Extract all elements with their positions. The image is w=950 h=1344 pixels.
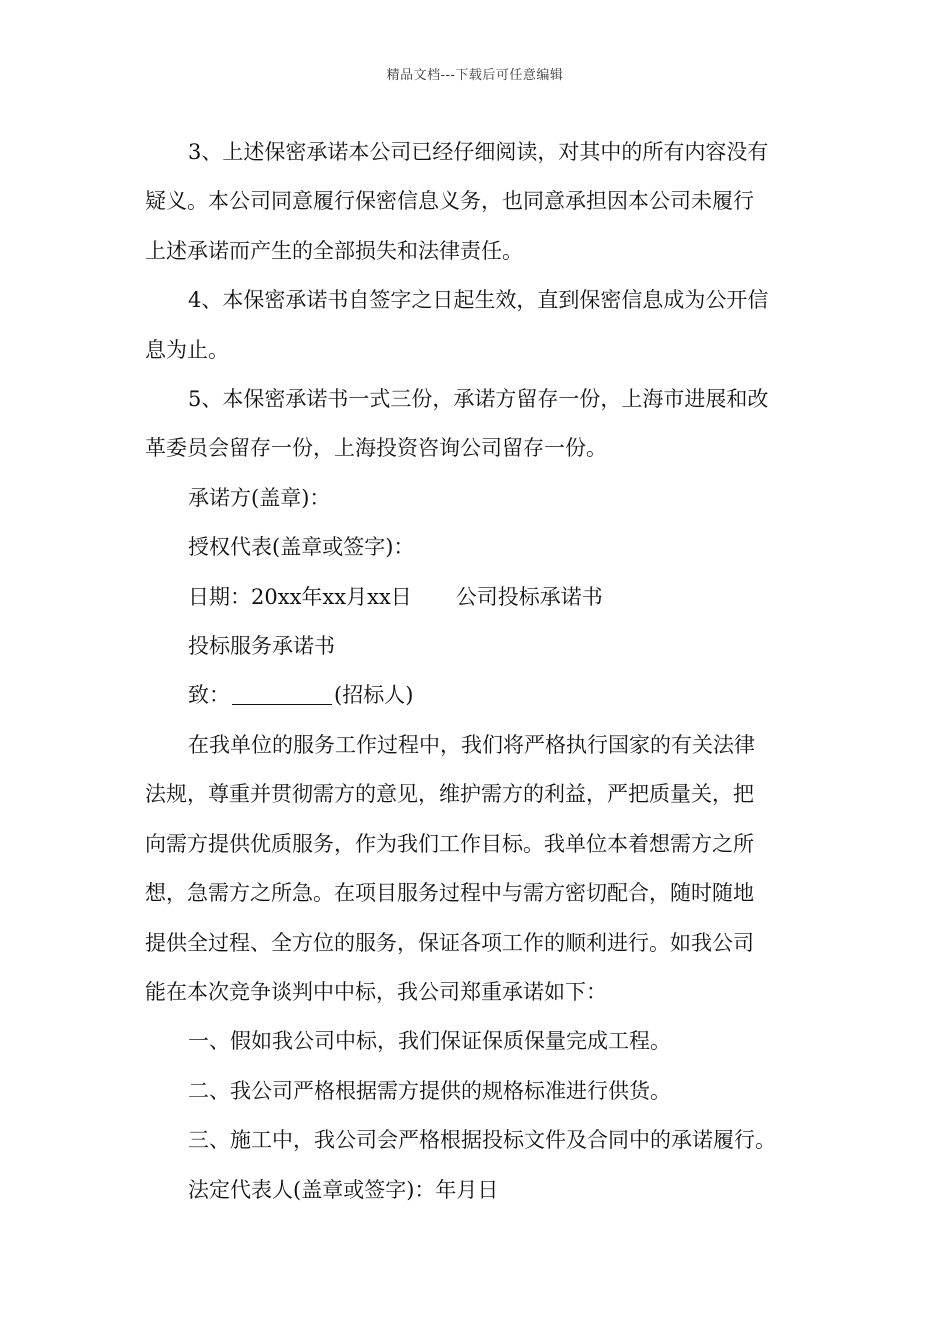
paragraph-4-line-1: 4、本保密承诺书自签字之日起生效，直到保密信息成为公开信 — [188, 288, 769, 313]
paragraph-4-cont — [145, 326, 810, 375]
recipient-blank[interactable] — [232, 682, 332, 705]
page-header: 精品文档---下载后可任意编辑 — [386, 68, 564, 83]
item-3: 三、施工中，我公司会严格根据投标文件及合同中的承诺履行。 — [188, 1128, 776, 1153]
main-line-5: 提供全过程、全方位的服务，保证各项工作的顺利进行。如我公司 — [145, 930, 754, 955]
main-line-4: 想，急需方之所急。在项目服务过程中与需方密切配合，随时随地 — [145, 881, 754, 906]
main-paragraph-cont — [145, 770, 810, 1017]
authorized-line: 授权代表(盖章或签字)： — [188, 535, 415, 560]
item-1: 一、假如我公司中标，我们保证保质保量完成工程。 — [188, 1029, 671, 1054]
to-line — [145, 671, 810, 720]
document-body — [145, 128, 810, 1215]
promisor-line: 承诺方(盖章)： — [188, 485, 331, 510]
paragraph-5-cont — [145, 424, 810, 473]
paragraph-5-line-2: 革委员会留存一份，上海投资咨询公司留存一份。 — [145, 436, 607, 461]
paragraph-5-line-1: 5、本保密承诺书一式三份，承诺方留存一份，上海市进展和改 — [188, 387, 769, 412]
paragraph-5 — [145, 375, 810, 424]
main-paragraph — [145, 721, 810, 770]
paragraph-3 — [145, 128, 810, 177]
main-line-6: 能在本次竞争谈判中中标，我公司郑重承诺如下： — [145, 979, 607, 1004]
paragraph-3-cont — [145, 177, 810, 276]
main-line-3: 向需方提供优质服务，作为我们工作目标。我单位本着想需方之所 — [145, 831, 754, 856]
paragraph-3-line-1: 3、上述保密承诺本公司已经仔细阅读，对其中的所有内容没有 — [188, 140, 769, 164]
to-prefix: 致： — [188, 683, 230, 708]
legal-representative-line: 法定代表人(盖章或签字)：年月日 — [188, 1177, 499, 1202]
service-title: 投标服务承诺书 — [188, 634, 335, 659]
paragraph-3-line-3: 上述承诺而产生的全部损失和法律责任。 — [145, 238, 523, 263]
main-line-1: 在我单位的服务工作过程中，我们将严格执行国家的有关法律 — [188, 732, 755, 757]
item-2: 二、我公司严格根据需方提供的规格标准进行供货。 — [188, 1078, 671, 1103]
main-line-2: 法规，尊重并贯彻需方的意见，维护需方的利益，严把质量关，把 — [145, 782, 754, 807]
paragraph-4 — [145, 276, 810, 325]
to-suffix: (招标人) — [334, 683, 414, 708]
date-line — [145, 573, 810, 622]
paragraph-3-line-2: 疑义。本公司同意履行保密信息义务，也同意承担因本公司未履行 — [145, 189, 754, 214]
commitment-title: 公司投标承诺书 — [455, 584, 603, 609]
date-text: 日期：20xx年xx月xx日 — [188, 584, 412, 609]
paragraph-4-line-2: 息为止。 — [145, 337, 229, 362]
